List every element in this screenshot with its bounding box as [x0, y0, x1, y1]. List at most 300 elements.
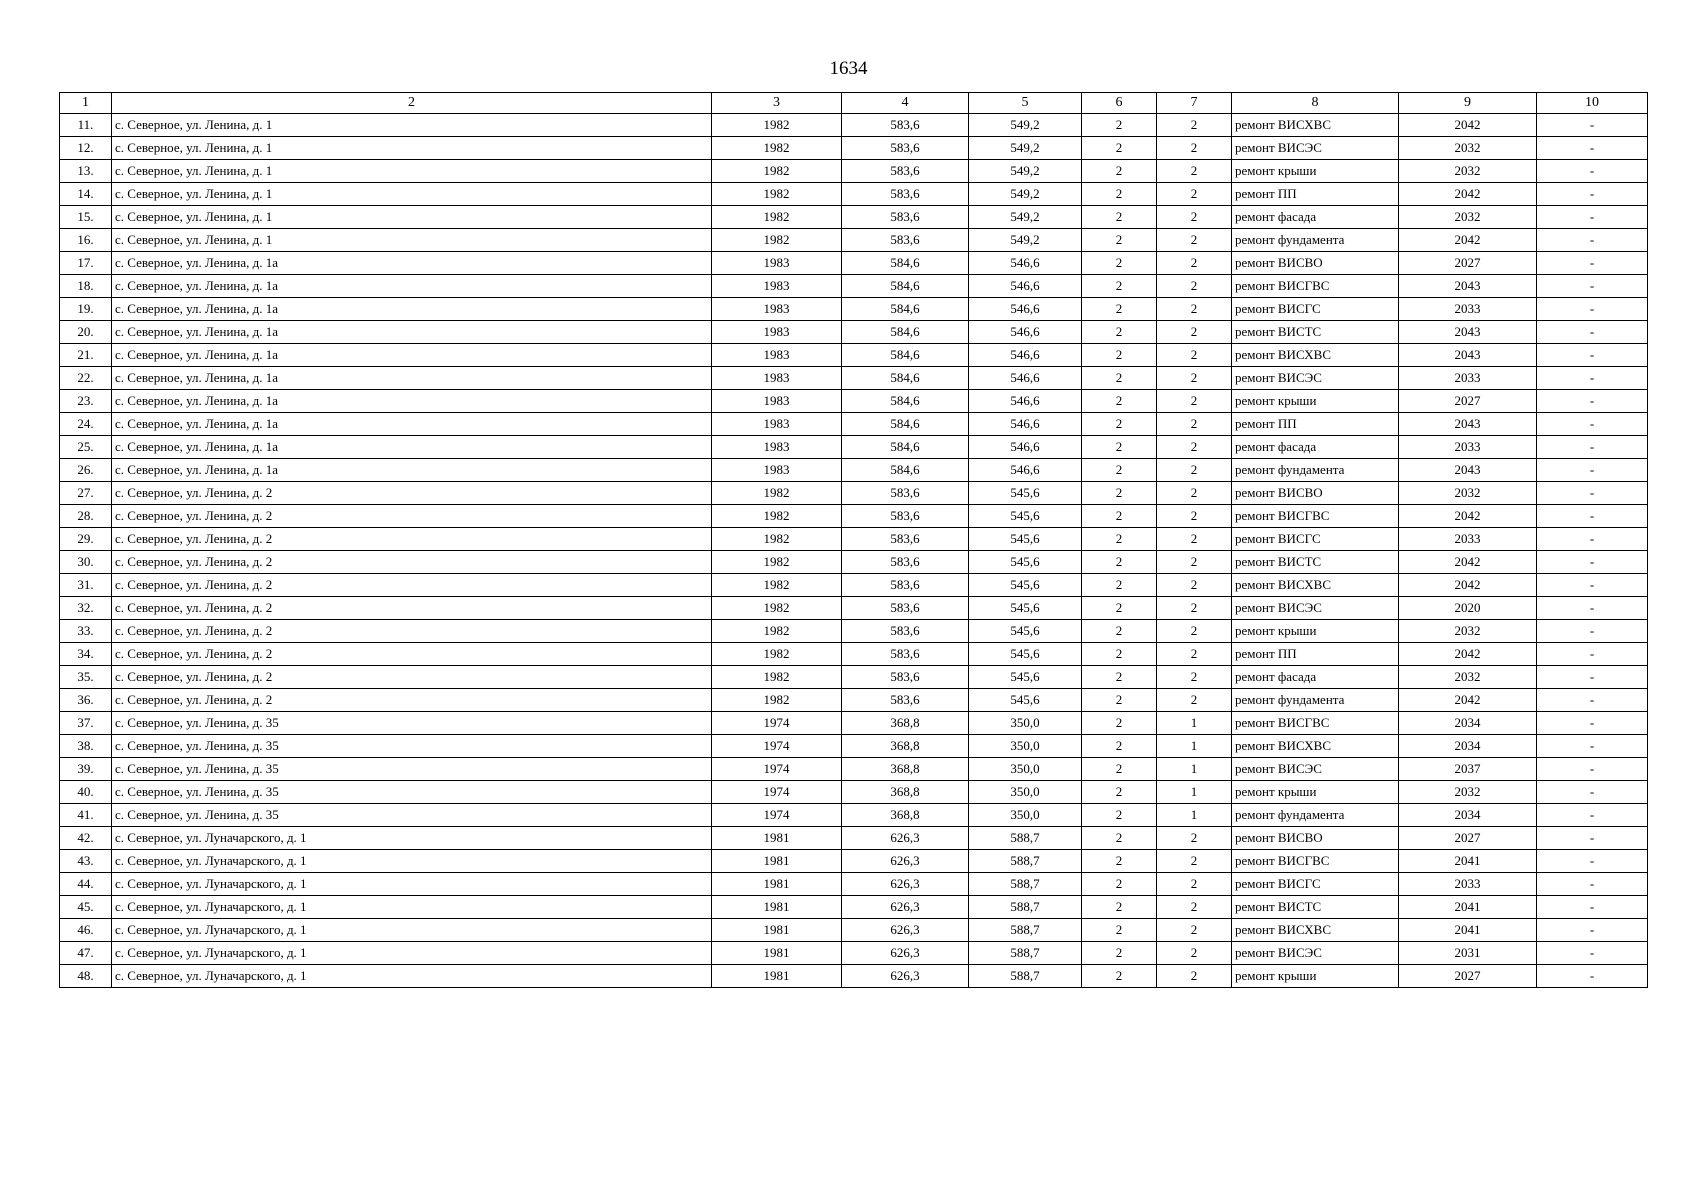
cell-entrances: 2 — [1157, 896, 1232, 919]
cell-total-area: 583,6 — [842, 114, 969, 137]
cell-year-built: 1982 — [712, 229, 842, 252]
cell-total-area: 583,6 — [842, 482, 969, 505]
cell-address: с. Северное, ул. Ленина, д. 35 — [112, 735, 712, 758]
cell-address: с. Северное, ул. Ленина, д. 1а — [112, 459, 712, 482]
cell-entrances: 2 — [1157, 390, 1232, 413]
column-header-2: 2 — [112, 93, 712, 114]
cell-address: с. Северное, ул. Ленина, д. 1а — [112, 390, 712, 413]
cell-floors: 2 — [1082, 183, 1157, 206]
cell-planned-year: 2041 — [1399, 919, 1537, 942]
cell-planned-year: 2033 — [1399, 873, 1537, 896]
cell-living-area: 549,2 — [969, 160, 1082, 183]
cell-address: с. Северное, ул. Луначарского, д. 1 — [112, 827, 712, 850]
table-row — [60, 367, 1648, 390]
cell-living-area: 545,6 — [969, 689, 1082, 712]
cell-row-number: 13. — [60, 160, 112, 183]
cell-floors: 2 — [1082, 413, 1157, 436]
cell-repair-type: ремонт ВИСГВС — [1232, 505, 1399, 528]
cell-entrances: 2 — [1157, 919, 1232, 942]
table-row — [60, 574, 1648, 597]
cell-note: - — [1537, 229, 1648, 252]
cell-living-area: 546,6 — [969, 344, 1082, 367]
table-row — [60, 781, 1648, 804]
cell-entrances: 1 — [1157, 804, 1232, 827]
cell-total-area: 583,6 — [842, 574, 969, 597]
cell-note: - — [1537, 620, 1648, 643]
cell-entrances: 2 — [1157, 597, 1232, 620]
cell-row-number: 40. — [60, 781, 112, 804]
cell-total-area: 626,3 — [842, 896, 969, 919]
cell-planned-year: 2034 — [1399, 712, 1537, 735]
cell-year-built: 1983 — [712, 390, 842, 413]
cell-entrances: 2 — [1157, 551, 1232, 574]
table-row — [60, 850, 1648, 873]
cell-row-number: 41. — [60, 804, 112, 827]
cell-address: с. Северное, ул. Ленина, д. 1а — [112, 275, 712, 298]
cell-note: - — [1537, 850, 1648, 873]
cell-year-built: 1982 — [712, 114, 842, 137]
cell-row-number: 21. — [60, 344, 112, 367]
cell-floors: 2 — [1082, 666, 1157, 689]
cell-note: - — [1537, 965, 1648, 988]
page-number: 1634 — [829, 58, 868, 79]
cell-note: - — [1537, 137, 1648, 160]
cell-address: с. Северное, ул. Ленина, д. 2 — [112, 574, 712, 597]
cell-floors: 2 — [1082, 574, 1157, 597]
table-row — [60, 758, 1648, 781]
cell-floors: 2 — [1082, 781, 1157, 804]
cell-row-number: 32. — [60, 597, 112, 620]
cell-floors: 2 — [1082, 482, 1157, 505]
cell-address: с. Северное, ул. Ленина, д. 1а — [112, 298, 712, 321]
cell-repair-type: ремонт фундамента — [1232, 689, 1399, 712]
cell-living-area: 588,7 — [969, 873, 1082, 896]
cell-total-area: 584,6 — [842, 436, 969, 459]
cell-total-area: 584,6 — [842, 413, 969, 436]
cell-total-area: 583,6 — [842, 597, 969, 620]
cell-total-area: 626,3 — [842, 919, 969, 942]
cell-note: - — [1537, 252, 1648, 275]
cell-entrances: 2 — [1157, 873, 1232, 896]
cell-row-number: 33. — [60, 620, 112, 643]
cell-floors: 2 — [1082, 850, 1157, 873]
cell-note: - — [1537, 114, 1648, 137]
cell-repair-type: ремонт ВИСТС — [1232, 551, 1399, 574]
cell-address: с. Северное, ул. Ленина, д. 2 — [112, 482, 712, 505]
cell-address: с. Северное, ул. Ленина, д. 1а — [112, 344, 712, 367]
table-row — [60, 206, 1648, 229]
cell-floors: 2 — [1082, 390, 1157, 413]
repair-schedule-table — [59, 92, 1648, 988]
cell-repair-type: ремонт ВИСХВС — [1232, 344, 1399, 367]
cell-repair-type: ремонт ВИСЭС — [1232, 137, 1399, 160]
cell-floors: 2 — [1082, 942, 1157, 965]
cell-living-area: 546,6 — [969, 459, 1082, 482]
cell-row-number: 37. — [60, 712, 112, 735]
cell-living-area: 545,6 — [969, 620, 1082, 643]
cell-living-area: 350,0 — [969, 781, 1082, 804]
cell-floors: 2 — [1082, 919, 1157, 942]
table-row — [60, 873, 1648, 896]
cell-note: - — [1537, 735, 1648, 758]
cell-floors: 2 — [1082, 344, 1157, 367]
cell-floors: 2 — [1082, 229, 1157, 252]
cell-planned-year: 2042 — [1399, 229, 1537, 252]
cell-row-number: 45. — [60, 896, 112, 919]
cell-entrances: 2 — [1157, 252, 1232, 275]
cell-total-area: 626,3 — [842, 942, 969, 965]
cell-floors: 2 — [1082, 735, 1157, 758]
cell-year-built: 1981 — [712, 873, 842, 896]
table-body — [60, 114, 1648, 988]
cell-planned-year: 2027 — [1399, 252, 1537, 275]
cell-note: - — [1537, 459, 1648, 482]
cell-total-area: 584,6 — [842, 367, 969, 390]
table-row — [60, 620, 1648, 643]
cell-repair-type: ремонт ВИСХВС — [1232, 114, 1399, 137]
cell-repair-type: ремонт ВИСГС — [1232, 298, 1399, 321]
cell-repair-type: ремонт крыши — [1232, 390, 1399, 413]
cell-repair-type: ремонт ВИСГВС — [1232, 275, 1399, 298]
cell-year-built: 1982 — [712, 206, 842, 229]
cell-floors: 2 — [1082, 965, 1157, 988]
cell-planned-year: 2043 — [1399, 275, 1537, 298]
cell-row-number: 12. — [60, 137, 112, 160]
cell-address: с. Северное, ул. Ленина, д. 35 — [112, 804, 712, 827]
table-row — [60, 459, 1648, 482]
cell-row-number: 38. — [60, 735, 112, 758]
cell-total-area: 583,6 — [842, 160, 969, 183]
cell-planned-year: 2043 — [1399, 413, 1537, 436]
cell-living-area: 545,6 — [969, 482, 1082, 505]
cell-planned-year: 2033 — [1399, 367, 1537, 390]
cell-row-number: 30. — [60, 551, 112, 574]
cell-entrances: 2 — [1157, 275, 1232, 298]
cell-repair-type: ремонт ВИСВО — [1232, 252, 1399, 275]
cell-living-area: 546,6 — [969, 252, 1082, 275]
column-header-9: 9 — [1399, 93, 1537, 114]
cell-entrances: 1 — [1157, 735, 1232, 758]
cell-row-number: 24. — [60, 413, 112, 436]
table-row — [60, 827, 1648, 850]
cell-entrances: 2 — [1157, 367, 1232, 390]
table-row — [60, 114, 1648, 137]
cell-repair-type: ремонт фасада — [1232, 206, 1399, 229]
cell-total-area: 584,6 — [842, 321, 969, 344]
cell-year-built: 1981 — [712, 919, 842, 942]
cell-address: с. Северное, ул. Ленина, д. 1 — [112, 137, 712, 160]
cell-living-area: 545,6 — [969, 574, 1082, 597]
cell-living-area: 545,6 — [969, 528, 1082, 551]
cell-row-number: 39. — [60, 758, 112, 781]
cell-living-area: 588,7 — [969, 850, 1082, 873]
column-header-3: 3 — [712, 93, 842, 114]
table-row — [60, 919, 1648, 942]
cell-note: - — [1537, 712, 1648, 735]
cell-row-number: 15. — [60, 206, 112, 229]
cell-planned-year: 2043 — [1399, 459, 1537, 482]
cell-planned-year: 2042 — [1399, 643, 1537, 666]
cell-repair-type: ремонт ВИСТС — [1232, 321, 1399, 344]
cell-row-number: 14. — [60, 183, 112, 206]
cell-total-area: 368,8 — [842, 758, 969, 781]
cell-repair-type: ремонт фасада — [1232, 666, 1399, 689]
cell-repair-type: ремонт фундамента — [1232, 459, 1399, 482]
cell-living-area: 588,7 — [969, 827, 1082, 850]
cell-planned-year: 2043 — [1399, 344, 1537, 367]
cell-note: - — [1537, 666, 1648, 689]
cell-floors: 2 — [1082, 137, 1157, 160]
cell-address: с. Северное, ул. Ленина, д. 2 — [112, 528, 712, 551]
table-row — [60, 551, 1648, 574]
cell-row-number: 18. — [60, 275, 112, 298]
cell-repair-type: ремонт ВИСТС — [1232, 896, 1399, 919]
cell-year-built: 1983 — [712, 459, 842, 482]
cell-note: - — [1537, 413, 1648, 436]
column-header-4: 4 — [842, 93, 969, 114]
cell-row-number: 17. — [60, 252, 112, 275]
cell-total-area: 584,6 — [842, 298, 969, 321]
cell-note: - — [1537, 482, 1648, 505]
cell-total-area: 583,6 — [842, 620, 969, 643]
cell-floors: 2 — [1082, 597, 1157, 620]
cell-address: с. Северное, ул. Ленина, д. 2 — [112, 551, 712, 574]
cell-repair-type: ремонт крыши — [1232, 965, 1399, 988]
cell-row-number: 26. — [60, 459, 112, 482]
cell-note: - — [1537, 183, 1648, 206]
cell-planned-year: 2032 — [1399, 620, 1537, 643]
cell-total-area: 368,8 — [842, 712, 969, 735]
cell-address: с. Северное, ул. Ленина, д. 1 — [112, 114, 712, 137]
cell-row-number: 27. — [60, 482, 112, 505]
cell-floors: 2 — [1082, 712, 1157, 735]
cell-year-built: 1974 — [712, 735, 842, 758]
cell-address: с. Северное, ул. Ленина, д. 2 — [112, 689, 712, 712]
cell-living-area: 546,6 — [969, 298, 1082, 321]
cell-repair-type: ремонт ВИСВО — [1232, 482, 1399, 505]
cell-repair-type: ремонт ВИСЭС — [1232, 942, 1399, 965]
cell-repair-type: ремонт крыши — [1232, 160, 1399, 183]
cell-floors: 2 — [1082, 758, 1157, 781]
cell-row-number: 20. — [60, 321, 112, 344]
cell-address: с. Северное, ул. Ленина, д. 2 — [112, 620, 712, 643]
cell-planned-year: 2032 — [1399, 666, 1537, 689]
cell-address: с. Северное, ул. Ленина, д. 35 — [112, 712, 712, 735]
cell-note: - — [1537, 344, 1648, 367]
cell-address: с. Северное, ул. Ленина, д. 1а — [112, 436, 712, 459]
cell-year-built: 1974 — [712, 781, 842, 804]
table-row — [60, 965, 1648, 988]
cell-address: с. Северное, ул. Ленина, д. 1 — [112, 206, 712, 229]
cell-planned-year: 2033 — [1399, 436, 1537, 459]
cell-living-area: 545,6 — [969, 643, 1082, 666]
cell-address: с. Северное, ул. Ленина, д. 1а — [112, 413, 712, 436]
cell-address: с. Северное, ул. Ленина, д. 35 — [112, 781, 712, 804]
table-row — [60, 643, 1648, 666]
cell-entrances: 2 — [1157, 160, 1232, 183]
cell-floors: 2 — [1082, 367, 1157, 390]
cell-address: с. Северное, ул. Луначарского, д. 1 — [112, 896, 712, 919]
cell-floors: 2 — [1082, 252, 1157, 275]
cell-living-area: 350,0 — [969, 758, 1082, 781]
table-row — [60, 298, 1648, 321]
cell-total-area: 626,3 — [842, 965, 969, 988]
cell-repair-type: ремонт ВИСГС — [1232, 528, 1399, 551]
cell-year-built: 1982 — [712, 620, 842, 643]
cell-note: - — [1537, 643, 1648, 666]
column-header-10: 10 — [1537, 93, 1648, 114]
cell-living-area: 546,6 — [969, 390, 1082, 413]
cell-living-area: 545,6 — [969, 505, 1082, 528]
cell-address: с. Северное, ул. Ленина, д. 1а — [112, 367, 712, 390]
cell-repair-type: ремонт крыши — [1232, 781, 1399, 804]
cell-note: - — [1537, 367, 1648, 390]
cell-year-built: 1982 — [712, 505, 842, 528]
cell-living-area: 546,6 — [969, 436, 1082, 459]
table-row — [60, 942, 1648, 965]
cell-note: - — [1537, 781, 1648, 804]
cell-year-built: 1982 — [712, 666, 842, 689]
cell-planned-year: 2033 — [1399, 528, 1537, 551]
cell-planned-year: 2032 — [1399, 160, 1537, 183]
cell-floors: 2 — [1082, 298, 1157, 321]
cell-floors: 2 — [1082, 321, 1157, 344]
cell-planned-year: 2037 — [1399, 758, 1537, 781]
column-header-8: 8 — [1232, 93, 1399, 114]
cell-repair-type: ремонт ВИСГВС — [1232, 712, 1399, 735]
cell-repair-type: ремонт ВИСГС — [1232, 873, 1399, 896]
cell-planned-year: 2041 — [1399, 850, 1537, 873]
cell-note: - — [1537, 689, 1648, 712]
cell-living-area: 549,2 — [969, 114, 1082, 137]
cell-address: с. Северное, ул. Луначарского, д. 1 — [112, 942, 712, 965]
cell-year-built: 1981 — [712, 896, 842, 919]
cell-repair-type: ремонт фасада — [1232, 436, 1399, 459]
cell-row-number: 19. — [60, 298, 112, 321]
cell-year-built: 1983 — [712, 298, 842, 321]
cell-repair-type: ремонт ВИСЭС — [1232, 597, 1399, 620]
cell-floors: 2 — [1082, 551, 1157, 574]
column-header-1: 1 — [60, 93, 112, 114]
cell-total-area: 584,6 — [842, 390, 969, 413]
cell-row-number: 31. — [60, 574, 112, 597]
cell-total-area: 583,6 — [842, 183, 969, 206]
cell-note: - — [1537, 321, 1648, 344]
cell-total-area: 583,6 — [842, 666, 969, 689]
cell-address: с. Северное, ул. Луначарского, д. 1 — [112, 850, 712, 873]
cell-repair-type: ремонт ВИСЭС — [1232, 758, 1399, 781]
cell-floors: 2 — [1082, 620, 1157, 643]
cell-year-built: 1983 — [712, 344, 842, 367]
cell-living-area: 549,2 — [969, 206, 1082, 229]
table-row — [60, 712, 1648, 735]
cell-total-area: 583,6 — [842, 206, 969, 229]
cell-year-built: 1982 — [712, 160, 842, 183]
cell-floors: 2 — [1082, 160, 1157, 183]
cell-repair-type: ремонт ВИСХВС — [1232, 735, 1399, 758]
cell-year-built: 1982 — [712, 137, 842, 160]
cell-entrances: 2 — [1157, 505, 1232, 528]
cell-row-number: 34. — [60, 643, 112, 666]
cell-planned-year: 2043 — [1399, 321, 1537, 344]
cell-year-built: 1974 — [712, 712, 842, 735]
cell-address: с. Северное, ул. Ленина, д. 1а — [112, 252, 712, 275]
cell-planned-year: 2032 — [1399, 482, 1537, 505]
cell-planned-year: 2020 — [1399, 597, 1537, 620]
cell-note: - — [1537, 873, 1648, 896]
cell-repair-type: ремонт ВИСХВС — [1232, 919, 1399, 942]
cell-planned-year: 2032 — [1399, 781, 1537, 804]
cell-planned-year: 2042 — [1399, 574, 1537, 597]
cell-note: - — [1537, 528, 1648, 551]
cell-year-built: 1982 — [712, 551, 842, 574]
cell-planned-year: 2033 — [1399, 298, 1537, 321]
cell-entrances: 2 — [1157, 321, 1232, 344]
cell-total-area: 583,6 — [842, 505, 969, 528]
cell-living-area: 588,7 — [969, 942, 1082, 965]
table-row — [60, 804, 1648, 827]
cell-note: - — [1537, 298, 1648, 321]
cell-year-built: 1982 — [712, 574, 842, 597]
cell-entrances: 2 — [1157, 436, 1232, 459]
cell-year-built: 1981 — [712, 942, 842, 965]
table-header — [60, 93, 1648, 114]
cell-living-area: 549,2 — [969, 137, 1082, 160]
cell-year-built: 1982 — [712, 597, 842, 620]
cell-floors: 2 — [1082, 873, 1157, 896]
cell-row-number: 44. — [60, 873, 112, 896]
cell-address: с. Северное, ул. Ленина, д. 1 — [112, 229, 712, 252]
cell-total-area: 583,6 — [842, 551, 969, 574]
cell-address: с. Северное, ул. Ленина, д. 2 — [112, 505, 712, 528]
cell-year-built: 1983 — [712, 321, 842, 344]
cell-year-built: 1983 — [712, 436, 842, 459]
cell-total-area: 584,6 — [842, 344, 969, 367]
cell-entrances: 2 — [1157, 620, 1232, 643]
cell-row-number: 35. — [60, 666, 112, 689]
cell-repair-type: ремонт фундамента — [1232, 804, 1399, 827]
cell-year-built: 1974 — [712, 758, 842, 781]
cell-year-built: 1982 — [712, 528, 842, 551]
cell-note: - — [1537, 919, 1648, 942]
cell-total-area: 626,3 — [842, 827, 969, 850]
header-row — [60, 93, 1648, 114]
cell-note: - — [1537, 551, 1648, 574]
cell-floors: 2 — [1082, 505, 1157, 528]
cell-year-built: 1983 — [712, 275, 842, 298]
table-row — [60, 183, 1648, 206]
cell-note: - — [1537, 160, 1648, 183]
column-header-7: 7 — [1157, 93, 1232, 114]
cell-row-number: 43. — [60, 850, 112, 873]
cell-total-area: 583,6 — [842, 137, 969, 160]
cell-living-area: 549,2 — [969, 183, 1082, 206]
cell-repair-type: ремонт ВИСХВС — [1232, 574, 1399, 597]
cell-address: с. Северное, ул. Ленина, д. 2 — [112, 666, 712, 689]
table-row — [60, 275, 1648, 298]
cell-living-area: 546,6 — [969, 367, 1082, 390]
cell-total-area: 583,6 — [842, 528, 969, 551]
cell-total-area: 583,6 — [842, 643, 969, 666]
cell-year-built: 1981 — [712, 850, 842, 873]
cell-living-area: 545,6 — [969, 666, 1082, 689]
cell-floors: 2 — [1082, 206, 1157, 229]
cell-total-area: 626,3 — [842, 850, 969, 873]
cell-entrances: 1 — [1157, 758, 1232, 781]
cell-planned-year: 2034 — [1399, 735, 1537, 758]
cell-repair-type: ремонт фундамента — [1232, 229, 1399, 252]
table-row — [60, 160, 1648, 183]
